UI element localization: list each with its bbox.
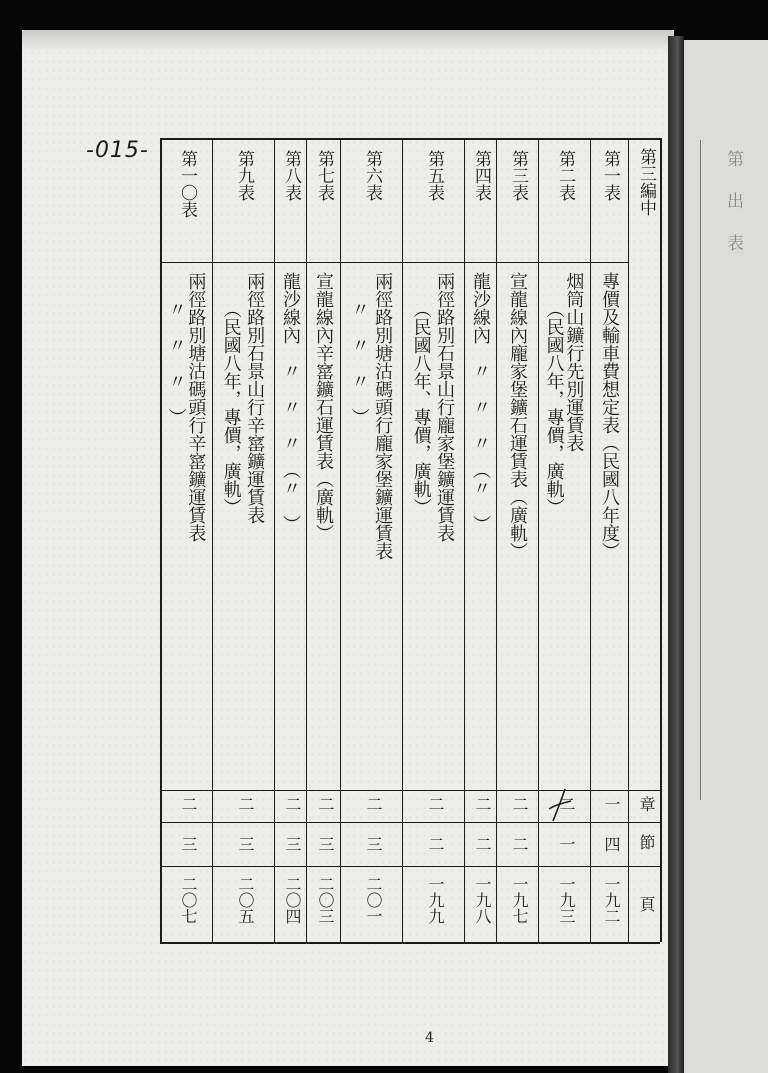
table-label: 第四表 [471,150,491,201]
chapter-number: 二 [283,796,302,812]
column-rule [464,138,465,942]
page-number-cell: 一九七 [510,876,529,924]
table-label: 第五表 [424,150,444,201]
table-label: 第八表 [281,150,301,201]
chapter-number: 二 [510,796,529,812]
chapter-number: 二 [179,796,198,812]
table-title: 龍沙線內 〃 〃 〃 （〃 ） [280,272,301,533]
table-title: 宣龍線內辛窰鑛石運賃表（廣軌） [313,272,334,542]
table-title: 宣龍線內龐家堡鑛石運賃表（廣軌） [507,272,528,560]
table-title-note: （民國八年，專價，廣軌） [220,300,242,516]
section-number: 三 [236,836,255,852]
table-label: 第三表 [508,150,528,201]
section-number: 一 [557,836,576,852]
column-rule [340,138,341,942]
section-number: 三 [179,836,198,852]
section-number: 三 [283,836,302,852]
table-title: 龍沙線內 〃 〃 〃 （〃 ） [470,272,491,533]
section-number: 四 [602,836,621,852]
table-title-note: 〃 〃 〃 ） [165,300,187,426]
adjacent-page-char: 表 [723,234,743,251]
table-label: 第六表 [362,150,382,201]
table-title-note: 〃 〃 〃 ） [348,300,370,426]
section-number: 二 [510,836,529,852]
section-number: 二 [426,836,445,852]
table-label: 第一表 [600,150,620,201]
chapter-number: 二 [473,796,492,812]
table-title: 專價及輸車費想定表（民國八年度） [599,272,620,560]
document-page [22,30,674,1066]
section-number: 三 [364,836,383,852]
page-code: -015- [86,138,149,163]
table-label: 第二表 [555,150,575,201]
page-number-cell: 一九三 [557,876,576,924]
chapter-number: 二 [236,796,255,812]
page-number-cell: 一九八 [473,876,492,924]
adjacent-page-char: 出 [723,192,743,209]
page-number-cell: 二〇三 [316,876,335,924]
section-number: 二 [473,836,492,852]
column-rule [660,138,662,942]
table-title: 兩徑路別塘沽碼頭行辛窰鑛運賃表 [185,272,207,542]
column-rule [212,138,213,942]
table-title: 兩徑路別石景山行辛窰鑛運賃表 [244,272,266,524]
page-number-cell: 二〇七 [179,876,198,924]
adjacent-page-rule [700,140,701,800]
table-title: 兩徑路別石景山行龐家堡鑛運賃表 [434,272,456,542]
chapter-rule [160,790,660,791]
column-rule [160,138,162,942]
scan-edge [22,30,674,52]
column-rule [628,138,629,942]
chapter-number: 二 [557,796,576,812]
header-rule [160,262,628,263]
section-heading: 第三編中 [636,148,656,216]
adjacent-page-char: 第 [723,150,743,167]
chapter-number: 一 [602,796,621,812]
column-rule [538,138,539,942]
table-title: 烟筒山鑛行先別運賃表 [563,272,585,452]
page-rule [160,866,660,867]
table-label: 第一〇表 [177,150,197,218]
chapter-header: 章 [637,796,656,812]
table-bottom-rule [160,942,660,944]
column-rule [496,138,497,942]
column-rule [402,138,403,942]
column-rule [274,138,275,942]
section-number: 三 [316,836,335,852]
book-gutter [668,36,684,1073]
page-number-cell: 一九九 [426,876,445,924]
column-rule [590,138,591,942]
page-number-cell: 一九二 [602,876,621,924]
page-header: 頁 [637,896,656,912]
page-number-cell: 二〇五 [236,876,255,924]
table-title: 兩徑路別塘沽碼頭行龐家堡鑛運賃表 [372,272,394,560]
section-header: 節 [637,834,656,850]
chapter-number: 二 [426,796,445,812]
chapter-number: 二 [364,796,383,812]
table-top-rule [160,138,660,140]
page-number-cell: 二〇四 [283,876,302,924]
column-rule [306,138,307,942]
chapter-number: 二 [316,796,335,812]
table-label: 第七表 [314,150,334,201]
table-title-note: （民國八年，專價，廣軌） [543,300,565,516]
table-label: 第九表 [234,150,254,201]
section-rule [160,822,660,823]
table-title-note: （民國八年、專價，廣軌） [410,300,432,516]
page-number-cell: 二〇一 [364,876,383,924]
page-number: 4 [425,1030,434,1046]
